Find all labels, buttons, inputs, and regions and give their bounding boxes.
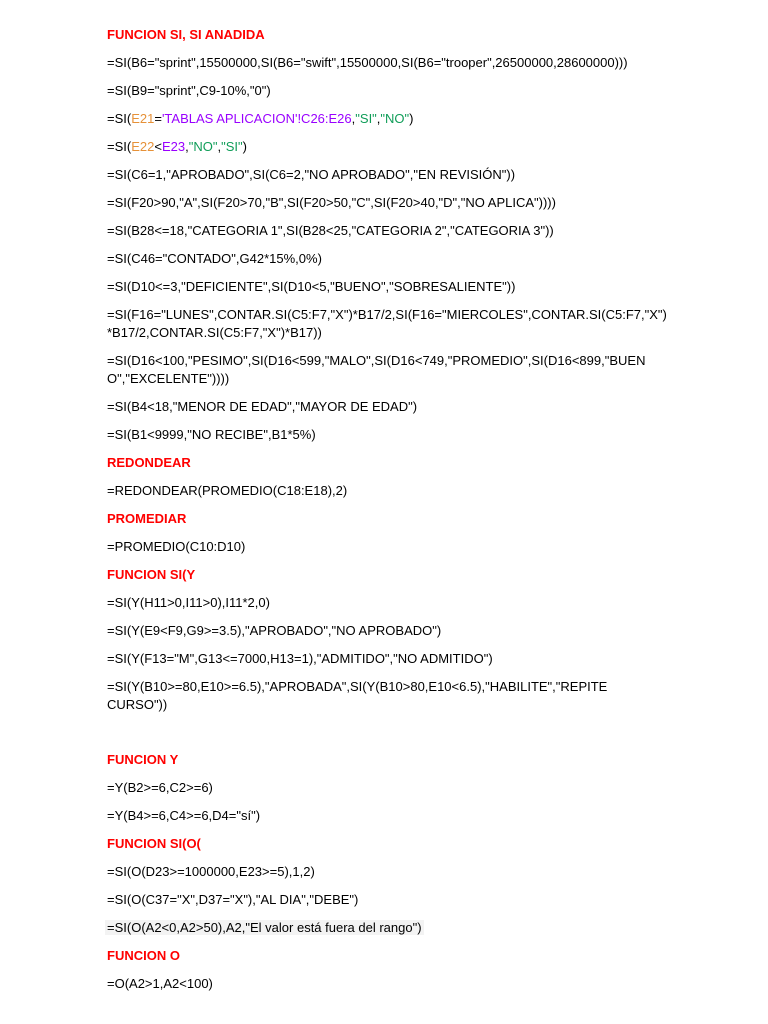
formula-line: =REDONDEAR(PROMEDIO(C18:E18),2) [107, 483, 348, 498]
heading-funcion-si-anidada: FUNCION SI, SI ANADIDA [107, 27, 265, 42]
heading-funcion-si-y: FUNCION SI(Y [107, 567, 196, 582]
string-literal: "SI" [355, 111, 377, 126]
formula-part: =SI( [107, 139, 132, 154]
formula-part: =SI( [107, 111, 132, 126]
formula-line: =SI(Y(E9<F9,G9>=3.5),"APROBADO","NO APROBADO") [107, 623, 442, 638]
formula-line: =O(A2>1,A2<100) [107, 976, 213, 991]
formula-line: =SI(D10<=3,"DEFICIENTE",SI(D10<5,"BUENO","SOBRESALIENTE")) [107, 279, 516, 294]
formula-line: =Y(B2>=6,C2>=6) [107, 780, 213, 795]
cell-ref: E22 [131, 139, 155, 154]
formula-part: , [185, 139, 189, 154]
formula-part: < [154, 139, 162, 154]
formula-line: =SI(B1<9999,"NO RECIBE",B1*5%) [107, 427, 316, 442]
formula-part: , [217, 139, 222, 154]
string-literal: "SI" [221, 139, 243, 154]
formula-line-colored [107, 138, 247, 156]
formula-line-colored [107, 110, 414, 128]
formula-line: =SI(B6="sprint",15500000,SI(B6="swift",15500000,SI(B6="trooper",26500000,28600000))) [107, 55, 628, 70]
formula-part: , [351, 111, 356, 126]
heading-funcion-si-o: FUNCION SI(O( [107, 836, 201, 851]
formula-line: =SI(O(C37="X",D37="X"),"AL DIA","DEBE") [107, 892, 359, 907]
formula-line: =SI(B4<18,"MENOR DE EDAD","MAYOR DE EDAD") [107, 399, 418, 414]
formula-line: =SI(B28<=18,"CATEGORIA 1",SI(B28<25,"CATEGORIA 2","CATEGORIA 3")) [107, 223, 554, 238]
formula-line: =SI(O(D23>=1000000,E23>=5),1,2) [107, 864, 315, 879]
formula-part: , [376, 111, 381, 126]
range-ref: 'TABLAS APLICACION'!C26:E26 [161, 111, 352, 126]
formula-line: =SI(B9="sprint",C9-10%,"0") [107, 83, 271, 98]
string-literal: "NO" [188, 139, 218, 154]
formula-part: ) [409, 111, 414, 126]
formula-line: =SI(Y(H11>0,I11>0),I11*2,0) [107, 595, 270, 610]
formula-line: =SI(F16="LUNES",CONTAR.SI(C5:F7,"X")*B17/2,SI(F16="MIERCOLES",CONTAR.SI(C5:F7,"X")*B17/2,CONTAR.SI(C5:F7,"X")*B17)) [107, 307, 667, 340]
formula-line: =SI(D16<100,"PESIMO",SI(D16<599,"MALO",SI(D16<749,"PROMEDIO",SI(D16<899,"BUENO","EXCELENTE")))) [107, 353, 646, 386]
heading-redondear: REDONDEAR [107, 455, 191, 470]
heading-funcion-y: FUNCION Y [107, 752, 179, 767]
formula-line: =Y(B4>=6,C4>=6,D4="sí") [107, 808, 261, 823]
highlighted-formula: =SI(O(A2<0,A2>50),A2,"El valor está fuera del rango") [107, 920, 422, 935]
formula-line: =SI(C6=1,"APROBADO",SI(C6=2,"NO APROBADO","EN REVISIÓN")) [107, 167, 516, 182]
formula-part: ) [242, 139, 247, 154]
formula-line: =PROMEDIO(C10:D10) [107, 539, 246, 554]
heading-promediar: PROMEDIAR [107, 511, 187, 526]
formula-line: =SI(C46="CONTADO",G42*15%,0%) [107, 251, 322, 266]
cell-ref: E23 [161, 139, 186, 154]
formula-line: =SI(Y(B10>=80,E10>=6.5),"APROBADA",SI(Y(B10>80,E10<6.5),"HABILITE","REPITE CURSO")) [107, 679, 608, 712]
formula-part: = [154, 111, 162, 126]
cell-ref: E21 [131, 111, 155, 126]
formula-line: =SI(F20>90,"A",SI(F20>70,"B",SI(F20>50,"C",SI(F20>40,"D","NO APLICA")))) [107, 195, 556, 210]
heading-funcion-o: FUNCION O [107, 948, 180, 963]
formula-line-highlighted [107, 919, 424, 937]
string-literal: "NO" [380, 111, 410, 126]
formula-line: =SI(Y(F13="M",G13<=7000,H13=1),"ADMITIDO","NO ADMITIDO") [107, 651, 493, 666]
